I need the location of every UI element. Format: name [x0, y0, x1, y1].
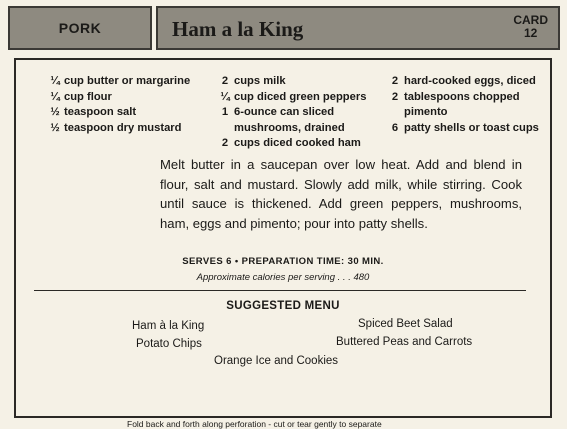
ingredient-text: teaspoon dry mustard: [64, 121, 182, 134]
ingredient-text: 6-ounce can sliced: [234, 106, 335, 118]
serves-line: SERVES 6 • PREPARATION TIME: 30 MIN.: [182, 256, 384, 267]
ingredient-qty: ¼: [50, 75, 60, 87]
ingredient-row: [46, 90, 190, 106]
ingredient-row: [216, 121, 366, 137]
ingredient-row: [216, 136, 366, 152]
ingredient-row: [216, 90, 366, 106]
ingredient-qty: ¼: [50, 90, 60, 103]
card-label: CARD: [513, 13, 548, 27]
ingredient-qty: 2: [221, 137, 229, 149]
menu-item: Spiced Beet Salad: [358, 318, 453, 330]
ingredient-row: [46, 121, 190, 137]
ingredient-qty: [216, 121, 234, 137]
ingredient-qty: 2: [391, 90, 399, 103]
ingredient-text: mushrooms, drained: [234, 121, 345, 134]
ingredient-row: [216, 74, 366, 90]
ingredient-qty: [386, 105, 404, 121]
ingredient-text: cup butter or margarine: [64, 75, 191, 87]
ingredient-row: [386, 105, 539, 121]
ingredient-qty: 6: [391, 121, 399, 134]
divider: [34, 290, 526, 291]
ingredient-text: cup diced green peppers: [234, 90, 367, 103]
ingredients-column-2: [216, 74, 366, 152]
perforation-note: Fold back and forth along perforation - cut or tear gently to separate: [127, 419, 382, 429]
title-bar: [156, 6, 560, 50]
ingredient-text: patty shells or toast cups: [404, 121, 539, 134]
ingredient-row: [386, 74, 539, 90]
category-label: PORK: [58, 20, 102, 36]
ingredient-row: [386, 90, 539, 106]
ingredient-text: tablespoons chopped: [404, 90, 520, 103]
menu-item: Potato Chips: [136, 338, 202, 350]
ingredient-text: teaspoon salt: [64, 106, 137, 118]
method-text: Melt butter in a saucepan over low heat. Add and blend in flour, salt and mustard. Slowly add milk, while stirring. Cook until sauce is thickened. Add green peppers, mushrooms, ham, eggs and pimento; pour into patty shells.: [160, 157, 522, 231]
ingredient-text: pimento: [404, 106, 448, 118]
calories-line: Approximate calories per serving . . . 480: [196, 272, 370, 283]
ingredient-qty: ¼: [220, 90, 230, 103]
ingredient-row: [386, 121, 539, 137]
ingredient-text: cups diced cooked ham: [234, 137, 361, 149]
ingredient-qty: 2: [391, 75, 399, 87]
card-number-badge: [513, 14, 548, 40]
recipe-card: [14, 58, 552, 418]
ingredients-column-1: [46, 74, 190, 136]
ingredient-row: [46, 105, 190, 121]
ingredient-row: [216, 105, 366, 121]
ingredient-qty: 1: [221, 106, 229, 118]
menu-heading: SUGGESTED MENU: [226, 300, 340, 312]
card-number: 12: [523, 26, 538, 40]
menu-item: Ham à la King: [132, 320, 205, 332]
ingredients-column-3: [386, 74, 539, 136]
ingredient-qty: 2: [221, 75, 229, 87]
ingredient-qty: ½: [50, 106, 60, 118]
menu-item: Orange Ice and Cookies: [214, 355, 339, 367]
menu-item: Buttered Peas and Carrots: [336, 336, 473, 348]
category-tab: [8, 6, 152, 50]
ingredient-row: [46, 74, 190, 90]
ingredient-text: cups milk: [234, 75, 286, 87]
ingredient-qty: ½: [50, 121, 60, 134]
ingredient-text: cup flour: [64, 90, 112, 103]
ingredient-text: hard-cooked eggs, diced: [404, 75, 536, 87]
recipe-title: Ham a la King: [172, 17, 304, 41]
